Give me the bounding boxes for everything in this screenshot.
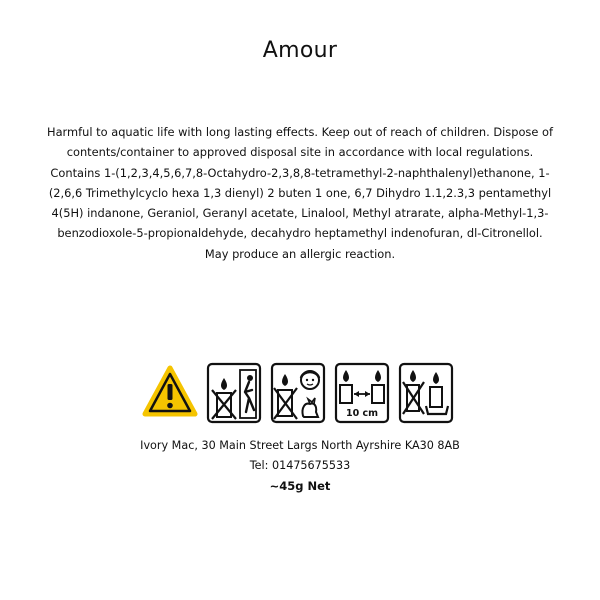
manufacturer-address: Ivory Mac, 30 Main Street Largs North Ayrshire KA30 8AB	[140, 439, 460, 452]
product-title: Amour	[262, 38, 338, 63]
candle-spacing-label: 10 cm	[345, 408, 379, 419]
keep-away-children-pets-icon	[270, 362, 326, 424]
manufacturer-info	[0, 436, 600, 476]
manufacturer-phone: Tel: 01475675533	[249, 459, 351, 472]
candle-spacing-icon	[334, 362, 390, 424]
warning-triangle-icon	[142, 362, 198, 424]
warning-text: Harmful to aquatic life with long lasting effects. Keep out of reach of children. Dispose of contents/container to approved disposal site in accordance with local regulations. Contains 1-(1,2,3,4,5,6,7,8-Octahydro-2,3,8,8-tetramethyl-2-naphthalenyl)ethanone, 1-(2,6,6 Trimethylcyclo hexa 1,3 dienyl) 2 buten 1 one, 6,7 Dihydro 1.1,2.3,3 pentamethyl 4(5H) indanone, Geraniol, Geranyl acetate, Linalool, Methyl atrarate, alpha-Methyl-1,3-benzodioxole-5-propionaldehyde, decahydro heptamethyl indenofuran, dl-Citronellol. May produce an allergic reaction.	[47, 125, 553, 261]
no-leave-unattended-icon	[206, 362, 262, 424]
safety-icons	[142, 362, 462, 424]
net-weight: ~45g Net	[269, 479, 331, 493]
no-draught-icon	[398, 362, 454, 424]
